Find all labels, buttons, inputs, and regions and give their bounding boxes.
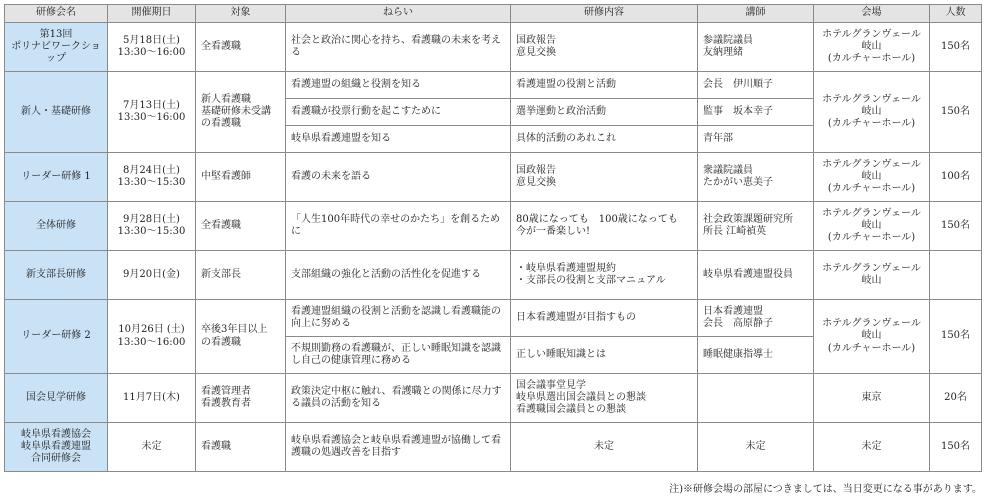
session-venue-cell: 東京 <box>814 374 930 423</box>
session-target-cell: 看護管理者 看護教育者 <box>196 374 286 423</box>
table-row <box>5 72 982 99</box>
session-count-cell: 20名 <box>930 374 982 423</box>
session-aim-cell: 看護職が投票行動を起こすために <box>286 99 511 126</box>
session-content-cell: 具体的活動のあれこれ <box>511 126 698 153</box>
table-row <box>5 374 982 423</box>
session-target-cell: 新支部長 <box>196 251 286 300</box>
session-lecturer-cell: 監事 坂本幸子 <box>698 99 814 126</box>
session-name-cell: 岐阜県看護協会 岐阜県看護連盟 合同研修会 <box>5 423 108 472</box>
session-content-cell: ・岐阜県看護連盟規約 ・支部長の役割と支部マニュアル <box>511 251 698 300</box>
session-target-cell: 卒後3年目以上 の看護職 <box>196 300 286 374</box>
session-date-cell: 未定 <box>108 423 196 472</box>
col-header-venue: 会場 <box>814 5 930 23</box>
footnote: 注)※研修会場の部屋につきましては、当日変更になる事があります。 <box>669 484 982 495</box>
session-name-cell: 第13回 ポリナビワークショップ <box>5 23 108 72</box>
session-count-cell: 150名 <box>930 202 982 251</box>
session-name-cell: 新人・基礎研修 <box>5 72 108 153</box>
session-venue-cell: ホテルグランヴェール岐山 (カルチャーホール) <box>814 23 930 72</box>
session-name-cell: 新支部長研修 <box>5 251 108 300</box>
session-target-cell: 中堅看護師 <box>196 153 286 202</box>
session-content-cell: 日本看護連盟が目指すもの <box>511 300 698 337</box>
table-row <box>5 251 982 300</box>
col-header-name: 研修会名 <box>5 5 108 23</box>
session-content-cell: 看護連盟の役割と活動 <box>511 72 698 99</box>
session-count-cell: 100名 <box>930 153 982 202</box>
session-date-cell: 7月13日(土) 13:30～16:00 <box>108 72 196 153</box>
schedule-body <box>5 23 982 472</box>
col-header-date: 開催期日 <box>108 5 196 23</box>
session-lecturer-cell: 日本看護連盟 会長 高原静子 <box>698 300 814 337</box>
session-date-cell: 9月28日(土) 13:30～15:30 <box>108 202 196 251</box>
col-header-target: 対象 <box>196 5 286 23</box>
session-count-cell: 150名 <box>930 300 982 374</box>
session-lecturer-cell: 青年部 <box>698 126 814 153</box>
session-target-cell: 看護職 <box>196 423 286 472</box>
session-venue-cell: ホテルグランヴェール岐山 (カルチャーホール) <box>814 72 930 153</box>
session-content-cell: 選挙運動と政治活動 <box>511 99 698 126</box>
session-target-cell: 全看護職 <box>196 202 286 251</box>
header-row <box>5 5 982 23</box>
session-content-cell: 国政報告 意見交換 <box>511 23 698 72</box>
session-date-cell: 8月24日(土) 13:30～15:30 <box>108 153 196 202</box>
session-aim-cell: 岐阜県看護連盟を知る <box>286 126 511 153</box>
col-header-content: 研修内容 <box>511 5 698 23</box>
session-content-cell: 正しい睡眠知識とは <box>511 337 698 374</box>
session-name-cell: リーダー研修 1 <box>5 153 108 202</box>
session-lecturer-cell: 会長 伊川順子 <box>698 72 814 99</box>
table-row <box>5 153 982 202</box>
col-header-count: 人数 <box>930 5 982 23</box>
session-aim-cell: 政策決定中枢に触れ、看護職との関係に尽力する議員の活動を知る <box>286 374 511 423</box>
session-aim-cell: 看護連盟の組織と役割を知る <box>286 72 511 99</box>
session-lecturer-cell <box>698 374 814 423</box>
session-count-cell: 150名 <box>930 423 982 472</box>
session-aim-cell: 社会と政治に関心を持ち、看護職の未来を考える <box>286 23 511 72</box>
session-venue-cell: ホテルグランヴェール岐山 (カルチャーホール) <box>814 202 930 251</box>
table-row <box>5 423 982 472</box>
session-name-cell: リーダー研修 2 <box>5 300 108 374</box>
col-header-aim: ねらい <box>286 5 511 23</box>
session-content-cell: 国会議事堂見学 岐阜県選出国会議員との懇談 看護職国会議員との懇談 <box>511 374 698 423</box>
session-count-cell <box>930 251 982 300</box>
session-lecturer-cell: 岐阜県看護連盟役員 <box>698 251 814 300</box>
session-aim-cell: 「人生100年時代の幸せのかたち」を創るために <box>286 202 511 251</box>
session-date-cell: 5月18日(土) 13:30～16:00 <box>108 23 196 72</box>
session-lecturer-cell: 睡眠健康指導士 <box>698 337 814 374</box>
session-aim-cell: 看護連盟組織の役割と活動を認識し看護職能の向上に努める <box>286 300 511 337</box>
training-schedule-table <box>4 4 982 472</box>
session-count-cell: 150名 <box>930 72 982 153</box>
session-venue-cell: ホテルグランヴェール岐山 (カルチャーホール) <box>814 153 930 202</box>
session-target-cell: 全看護職 <box>196 23 286 72</box>
session-content-cell: 国政報告 意見交換 <box>511 153 698 202</box>
session-aim-cell: 岐阜県看護協会と岐阜県看護連盟が協働して看護職の処遇改善を目指す <box>286 423 511 472</box>
session-date-cell: 10月26日 (土) 13:30～16:00 <box>108 300 196 374</box>
session-lecturer-cell: 参議院議員 友納理緒 <box>698 23 814 72</box>
session-lecturer-cell: 衆議院議員 たかがい恵美子 <box>698 153 814 202</box>
table-row <box>5 202 982 251</box>
session-content-cell: 80歳になっても 100歳になっても 今が一番楽しい! <box>511 202 698 251</box>
session-venue-cell: ホテルグランヴェール岐山 (カルチャーホール) <box>814 300 930 374</box>
table-row <box>5 23 982 72</box>
session-venue-cell: ホテルグランヴェール岐山 <box>814 251 930 300</box>
session-aim-cell: 支部組織の強化と活動の活性化を促進する <box>286 251 511 300</box>
session-lecturer-cell: 未定 <box>698 423 814 472</box>
session-lecturer-cell: 社会政策課題研究所 所長 江崎禎英 <box>698 202 814 251</box>
session-aim-cell: 不規則勤務の看護職が、正しい睡眠知識を認識し自己の健康管理に務める <box>286 337 511 374</box>
session-venue-cell: 未定 <box>814 423 930 472</box>
session-date-cell: 9月20日(金) <box>108 251 196 300</box>
session-count-cell: 150名 <box>930 23 982 72</box>
session-name-cell: 国会見学研修 <box>5 374 108 423</box>
col-header-lecturer: 講師 <box>698 5 814 23</box>
session-aim-cell: 看護の未来を語る <box>286 153 511 202</box>
session-content-cell: 未定 <box>511 423 698 472</box>
session-target-cell: 新人看護職 基礎研修未受講 の看護職 <box>196 72 286 153</box>
session-date-cell: 11月7日(木) <box>108 374 196 423</box>
table-row <box>5 300 982 337</box>
session-name-cell: 全体研修 <box>5 202 108 251</box>
